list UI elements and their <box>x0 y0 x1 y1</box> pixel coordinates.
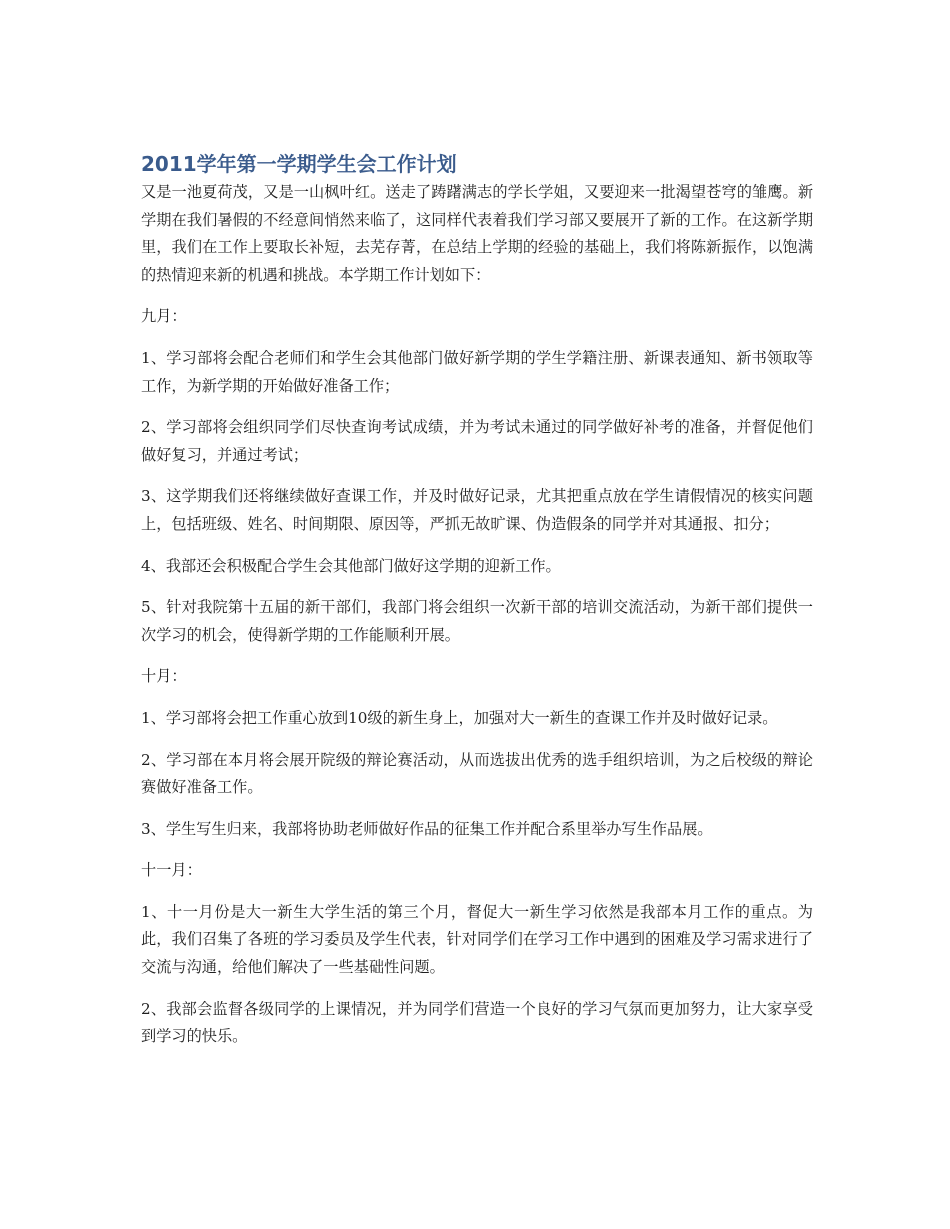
section-heading-september: 九月： <box>141 307 187 326</box>
list-item: 2、学习部将会组织同学们尽快查询考试成绩，并为考试未通过的同学做好补考的准备，并督促他们做好复习，并通过考试； <box>141 418 813 464</box>
intro-paragraph: 又是一池夏荷茂，又是一山枫叶红。送走了踌躇满志的学长学姐，又要迎来一批渴望苍穹的雏鹰。新学期在我们暑假的不经意间悄然来临了，这同样代表着我们学习部又要展开了新的工作。在这新学期里，我们在工作上要取长补短，去芜存菁，在总结上学期的经验的基础上，我们将陈新振作，以饱满的热情迎来新的机遇和挑战。本学期工作计划如下： <box>141 183 813 284</box>
list-item: 2、我部会监督各级同学的上课情况，并为同学们营造一个良好的学习气氛而更加努力，让大家享受到学习的快乐。 <box>141 999 813 1046</box>
document-title: 2011学年第一学期学生会工作计划 <box>141 152 457 176</box>
list-item: 1、学习部将会配合老师们和学生会其他部门做好新学期的学生学籍注册、新课表通知、新书领取等工作，为新学期的开始做好准备工作； <box>141 348 813 395</box>
section-heading-october: 十月： <box>141 667 187 686</box>
section-heading-november: 十一月： <box>141 861 202 880</box>
list-item: 5、针对我院第十五届的新干部们，我部门将会组织一次新干部的培训交流活动，为新干部们提供一次学习的机会，使得新学期的工作能顺利开展。 <box>141 598 813 644</box>
list-item: 3、学生写生归来，我部将协助老师做好作品的征集工作并配合系里举办写生作品展。 <box>141 819 713 838</box>
document-page <box>141 150 813 1065</box>
list-item: 4、我部还会积极配合学生会其他部门做好这学期的迎新工作。 <box>141 556 561 575</box>
list-item: 1、学习部将会把工作重心放到10级的新生身上，加强对大一新生的查课工作并及时做好记录。 <box>141 708 778 727</box>
list-item: 1、十一月份是大一新生大学生活的第三个月，督促大一新生学习依然是我部本月工作的重点。为此，我们召集了各班的学习委员及学生代表，针对同学们在学习工作中遇到的困难及学习需求进行了交流与沟通，给他们解决了一些基础性问题。 <box>141 902 813 977</box>
list-item: 2、学习部在本月将会展开院级的辩论赛活动，从而选拔出优秀的选手组织培训，为之后校级的辩论赛做好准备工作。 <box>141 750 813 797</box>
list-item: 3、这学期我们还将继续做好查课工作，并及时做好记录，尤其把重点放在学生请假情况的核实问题上，包括班级、姓名、时间期限、原因等，严抓无故旷课、伪造假条的同学并对其通报、扣分； <box>141 487 813 533</box>
